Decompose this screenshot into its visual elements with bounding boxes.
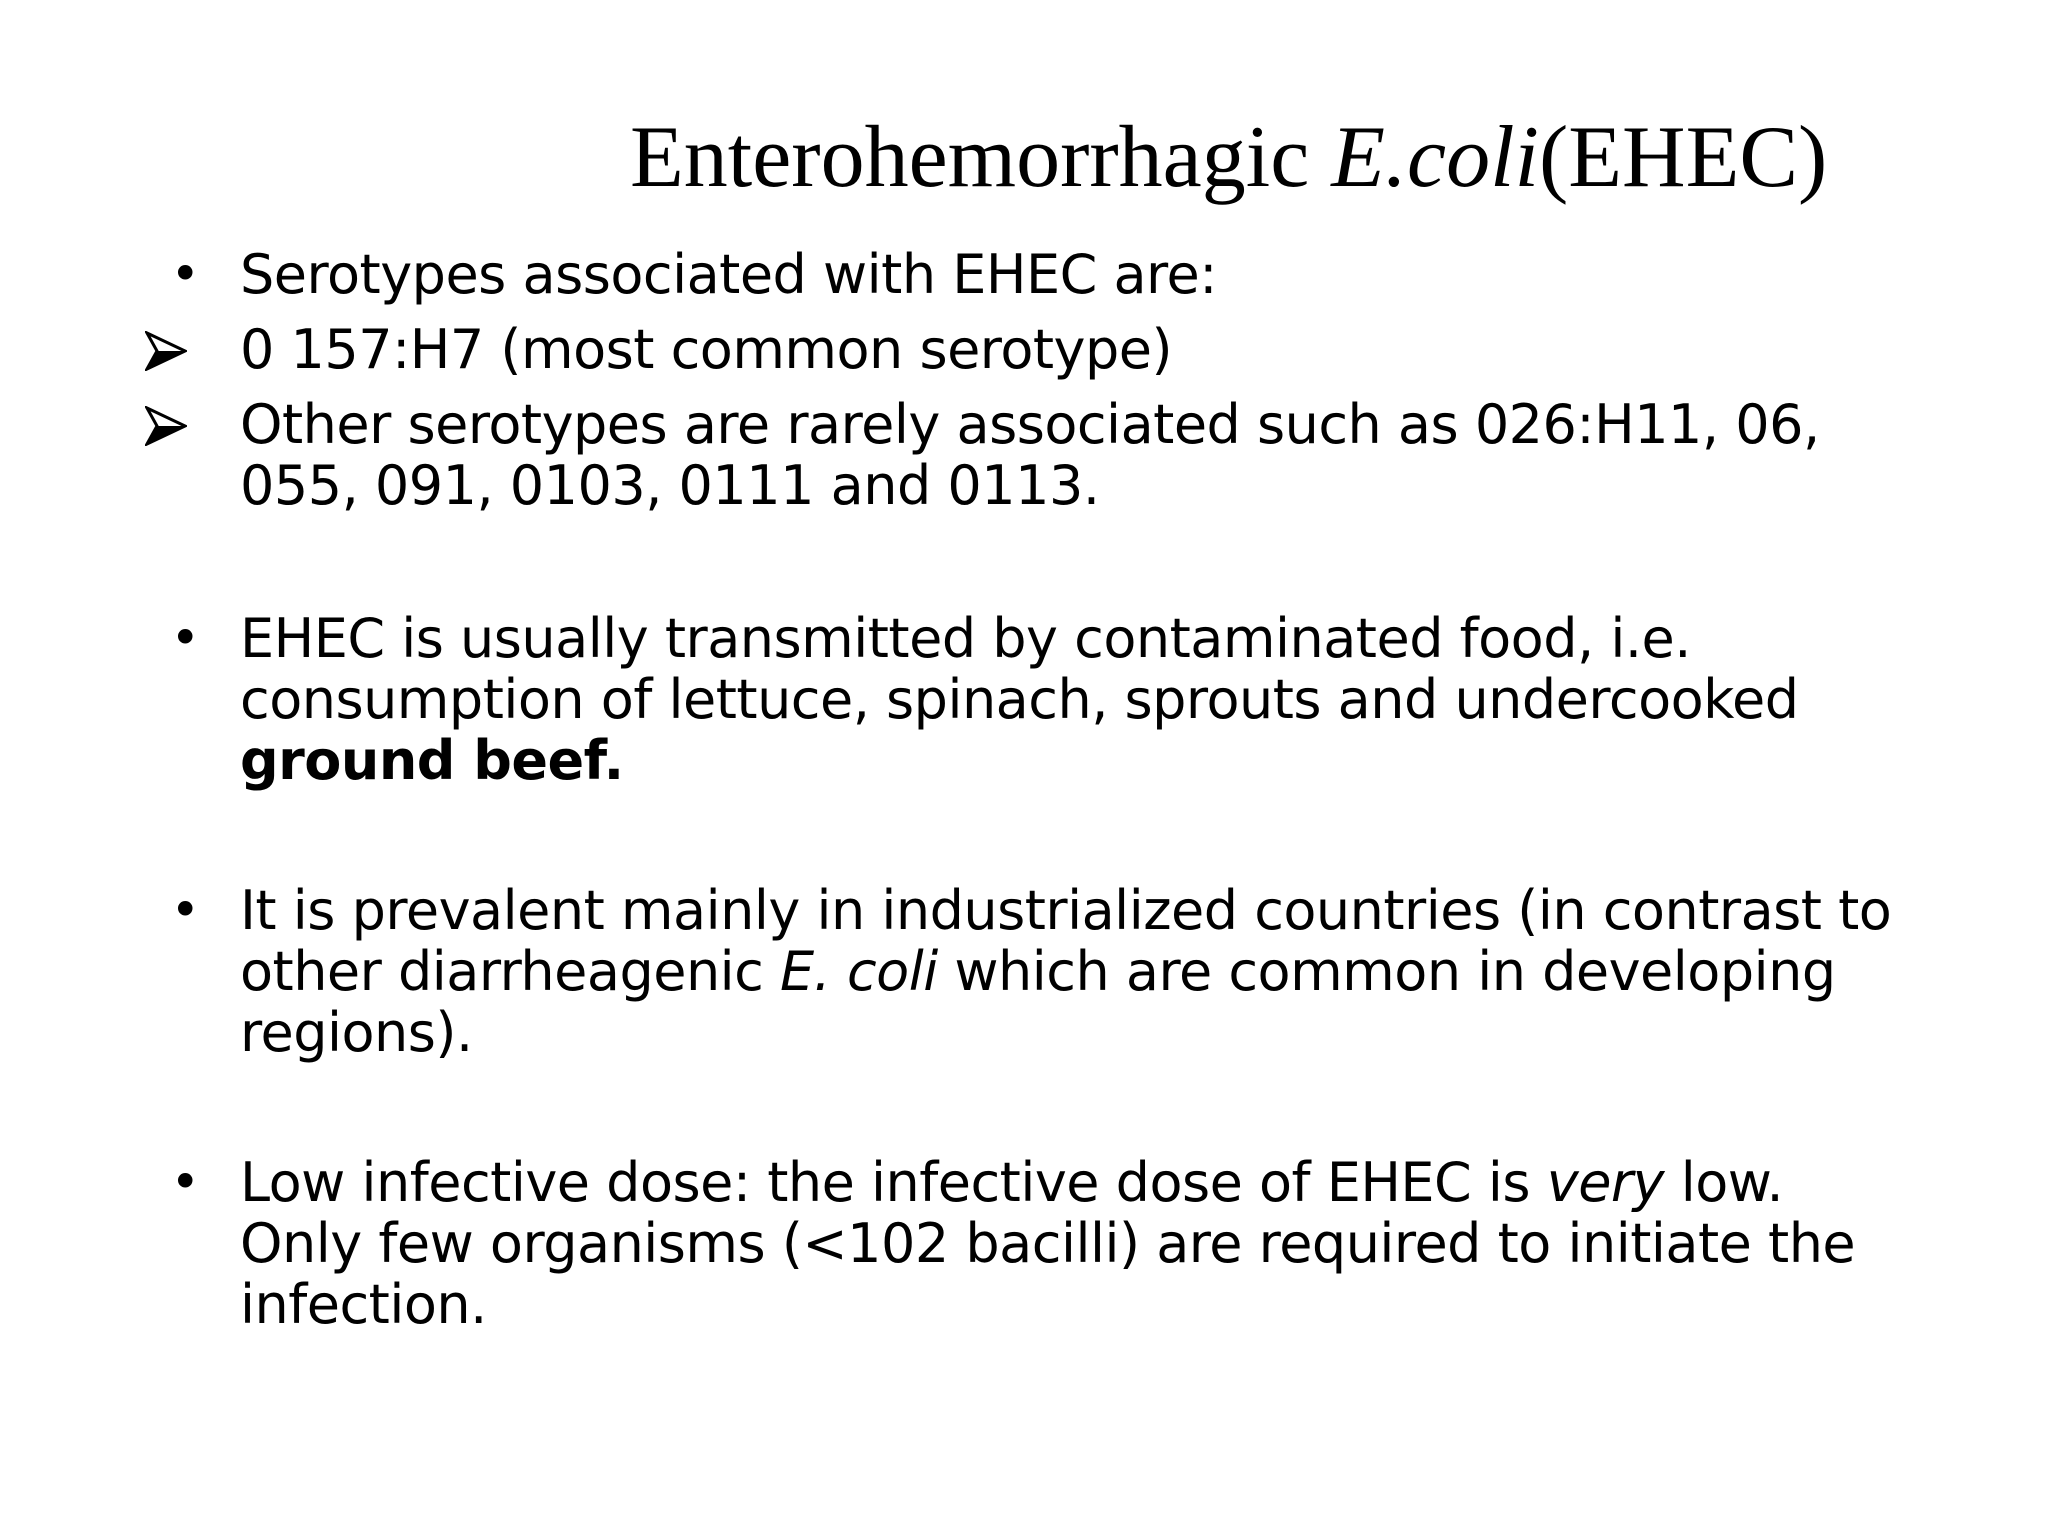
item-text: Other serotypes are rarely associated such as 026:H11, 06, 055, 091, 0103, 0111 and 0113. [240,393,1820,517]
item-italic-text: E. coli [780,940,938,1003]
arrow-bullet-icon [145,331,205,371]
bullet-marker: • [170,881,200,939]
item-text-b: low. Only few organisms (<102 bacilli) are required to initiate the infection. [240,1151,1856,1336]
item-text-b: which are common in developing regions). [240,940,1836,1064]
bullet-marker: • [170,1153,200,1211]
bullet-item-transmission [170,607,1920,792]
title-italic: E.coli [1331,109,1539,206]
bullet-item-infective-dose [170,1151,1920,1336]
item-text: Serotypes associated with EHEC are: [240,243,1217,306]
subitem-other-serotypes [240,394,1920,516]
subitem-o157 [240,319,1920,380]
item-text: 0 157:H7 (most common serotype) [240,318,1173,381]
bullet-marker: • [170,245,200,303]
bullet-item-serotypes [170,243,1920,306]
title-main: Enterohemorrhagic [630,109,1332,206]
item-text-a: Low infective dose: the infective dose of EHEC is [240,1151,1547,1214]
arrow-bullet-icon [145,406,205,446]
item-italic-text: very [1546,1151,1665,1214]
bullet-item-prevalence [170,879,1920,1064]
item-bold-text: ground beef. [240,729,624,792]
bullet-marker: • [170,609,200,667]
title-suffix: (EHEC) [1538,109,1828,206]
slide-title [630,108,1930,208]
item-text-a: It is prevalent mainly in industrialized countries (in contrast to other diarrheagenic [240,879,1892,1003]
item-text: EHEC is usually transmitted by contaminated food, i.e. consumption of lettuce, spinach, sprouts and undercooked [240,607,1799,731]
